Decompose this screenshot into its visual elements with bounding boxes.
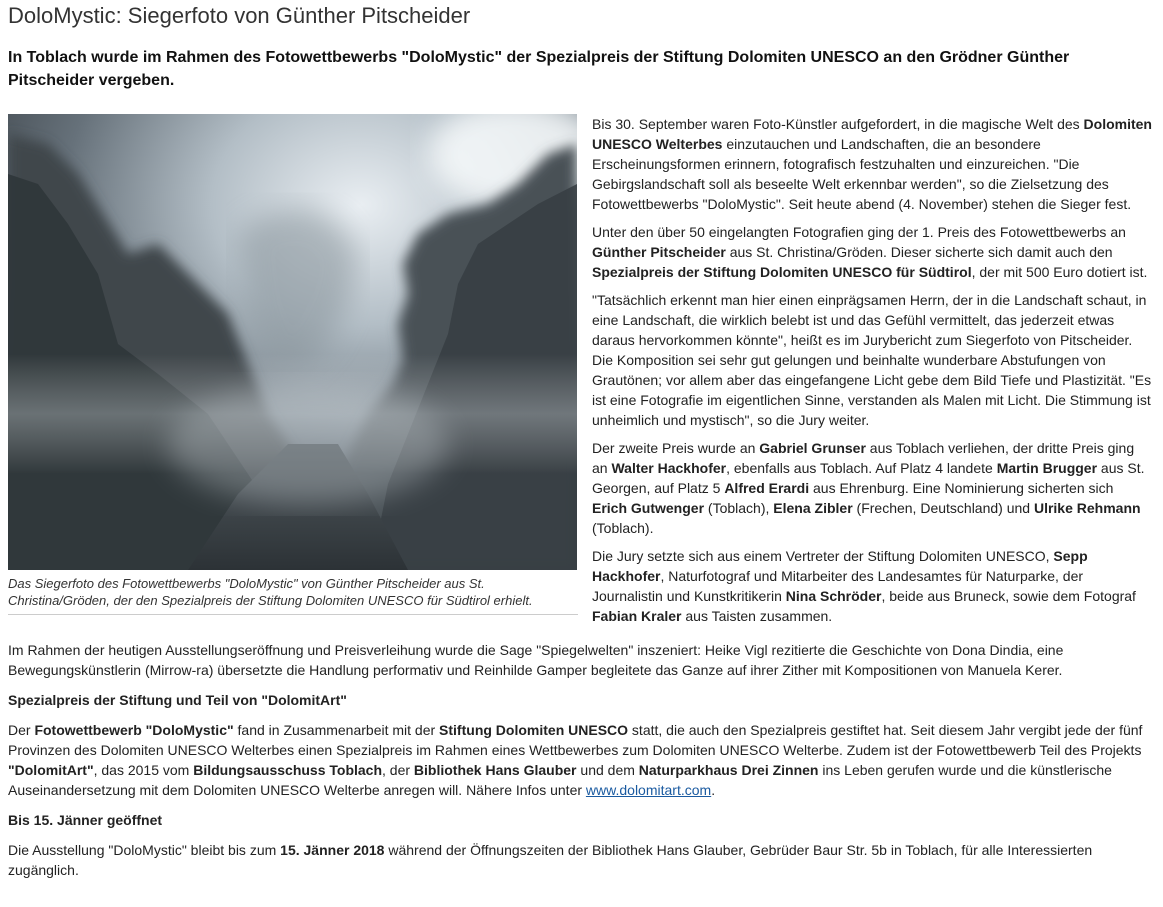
text: Bis 30. September waren Foto-Künstler aufgefordert, in die magische Welt des	[592, 116, 1084, 132]
paragraph-dolomitart	[8, 720, 1155, 800]
paragraph-jury	[592, 546, 1152, 626]
bold-text: Erich Gutwenger	[592, 500, 705, 516]
text: , der	[382, 762, 414, 778]
bold-text: Bibliothek Hans Glauber	[413, 762, 577, 778]
text: , der mit 500 Euro dotiert ist.	[971, 264, 1148, 280]
text: (Toblach),	[704, 500, 774, 516]
text: Die Ausstellung "DoloMystic" bleibt bis zum	[8, 842, 281, 858]
bold-text: Walter Hackhofer	[611, 460, 727, 476]
section-heading-spezialpreis: Spezialpreis der Stiftung und Teil von "DolomitArt"	[8, 692, 347, 708]
bold-text: Bildungsausschuss Toblach	[193, 762, 383, 778]
text: Die Jury setzte sich aus einem Vertreter der Stiftung Dolomiten UNESCO,	[592, 548, 1054, 564]
text: aus St. Georgen, auf Platz 5	[592, 460, 1145, 496]
dolomitart-link[interactable]: www.dolomitart.com	[585, 782, 712, 798]
photo-figure	[8, 114, 578, 634]
text: , beide aus Bruneck, sowie dem Fotograf	[881, 588, 1136, 604]
text: Der zweite Preis wurde an	[592, 440, 760, 456]
bold-text: Naturparkhaus Drei Zinnen	[638, 762, 819, 778]
text: .	[711, 782, 716, 798]
bold-text: Sepp Hackhofer	[592, 548, 1088, 584]
bold-text: Ulrike Rehmann	[1033, 500, 1141, 516]
bold-text: Fabian Kraler	[592, 608, 682, 624]
bold-text: Fotowettbewerb "DoloMystic"	[34, 722, 234, 738]
bold-text: "DolomitArt"	[8, 762, 94, 778]
text: , Naturfotograf und Mitarbeiter des Landesamtes für Naturparke, der Journalistin und Kunstkritikerin	[592, 568, 1084, 604]
bold-text: Günther Pitscheider	[592, 244, 726, 260]
text: ins Leben gerufen wurde und die künstlerische Auseinandersetzung mit dem Dolomiten UNESCO Welterbe anregen will. Nähere Infos unter	[8, 762, 1112, 798]
text: (Toblach).	[592, 520, 654, 536]
section-heading-opening: Bis 15. Jänner geöffnet	[8, 812, 163, 828]
paragraph-jury-quote: "Tatsächlich erkennt man hier einen einprägsamen Herrn, der in die Landschaft schaut, in eine Landschaft, die wirklich belebt ist und das Gefühl vermittelt, das jederzeit etwas daraus hervorkommen könnte", heißt es im Jurybericht zum Siegerfoto von Pitscheider. Die Komposition sei sehr gut gelungen und beinhalte wunderbare Abstufungen von Grautönen; vor allem aber das eingefangene Licht gebe dem Bild Tiefe und Plastizität. "Es ist eine Fotografie im eigentlichen Sinne, verstanden als Malen mit Licht. Die Stimmung ist unheimlich und mystisch", so die Jury weiter.	[592, 292, 1152, 428]
text: während der Öffnungszeiten der Bibliothek Hans Glauber, Gebrüder Baur Str. 5b in Toblach, für alle Interessierten zugänglich.	[8, 842, 1093, 878]
text: fand in Zusammenarbeit mit der	[233, 722, 440, 738]
paragraph-first-prize	[592, 222, 1152, 282]
paragraph-intro	[592, 114, 1152, 214]
paragraph-exhibition	[8, 840, 1155, 880]
bold-text: Spezialpreis der Stiftung Dolomiten UNESCO für Südtirol	[592, 264, 972, 280]
text: Der	[8, 722, 35, 738]
text: aus Taisten zusammen.	[681, 608, 833, 624]
text: statt, die auch den Spezialpreis gestiftet hat. Seit diesem Jahr vergibt jede der fünf Provinzen des Dolomiten UNESCO Welterbes einen Spezialpreis im Rahmen eines Wettbewerbes zum Dolomiten UNESCO Welterbe. Zudem ist der Fotowettbewerb Teil des Projekts	[8, 722, 1143, 758]
page-title: DoloMystic: Siegerfoto von Günther Pitscheider	[8, 3, 471, 28]
lead-paragraph: In Toblach wurde im Rahmen des Fotowettbewerbs "DoloMystic" der Spezialpreis der Stiftung Dolomiten UNESCO an den Grödner Günther Pitscheider vergeben.	[8, 49, 1070, 89]
bold-text: Martin Brugger	[996, 460, 1098, 476]
text: aus St. Christina/Gröden. Dieser sicherte sich damit auch den	[725, 244, 1113, 260]
paragraph-ceremony: Im Rahmen der heutigen Ausstellungseröffnung und Preisverleihung wurde die Sage "Spiegelwelten" inszeniert: Heike Vigl rezitierte die Geschichte von Dona Dindia, eine Bewegungskünstlerin (Mirrow-ra) übersetzte die Handlung performativ und Reinhilde Gamper begleitete das Ganze auf ihrer Zither mit Kompositionen von Manuela Kerer.	[8, 642, 1064, 678]
text: einzutauchen und Landschaften, die an besondere Erscheinungsformen erinnern, fotografisch festzuhalten und einzureichen. "Die Gebirgslandschaft soll als beseelte Welt erkennbar werden", so die Zielsetzung des Fotowettbewerbs "DoloMystic". Seit heute abend (4. November) stehen die Sieger fest.	[592, 136, 1132, 212]
bold-text: Dolomiten UNESCO Welterbes	[592, 116, 1152, 152]
text: (Frechen, Deutschland) und	[852, 500, 1034, 516]
paragraph-other-prizes	[592, 438, 1152, 538]
bold-text: Elena Zibler	[773, 500, 853, 516]
bold-text: Nina Schröder	[785, 588, 882, 604]
text: , das 2015 vom	[93, 762, 194, 778]
bold-text: Gabriel Grunser	[759, 440, 866, 456]
article-bottom	[8, 640, 1155, 880]
text: Unter den über 50 eingelangten Fotografien ging der 1. Preis des Fotowettbewerbs an	[592, 224, 1126, 240]
article-top	[8, 114, 1155, 634]
text: und dem	[576, 762, 639, 778]
bold-text: 15. Jänner 2018	[280, 842, 385, 858]
article-side-column	[592, 114, 1152, 634]
text: , ebenfalls aus Toblach. Auf Platz 4 landete	[726, 460, 997, 476]
text: aus Ehrenburg. Eine Nominierung sicherten sich	[809, 480, 1114, 496]
text: aus Toblach verliehen, der dritte Preis ging an	[592, 440, 1135, 476]
photo-caption: Das Siegerfoto des Fotowettbewerbs "DoloMystic" von Günther Pitscheider aus St. Christina/Gröden, der den Spezialpreis der Stiftung Dolomiten UNESCO für Südtirol erhielt.	[8, 575, 578, 615]
bold-text: Alfred Erardi	[724, 480, 810, 496]
bold-text: Stiftung Dolomiten UNESCO	[439, 722, 629, 738]
winning-photo	[8, 114, 577, 570]
